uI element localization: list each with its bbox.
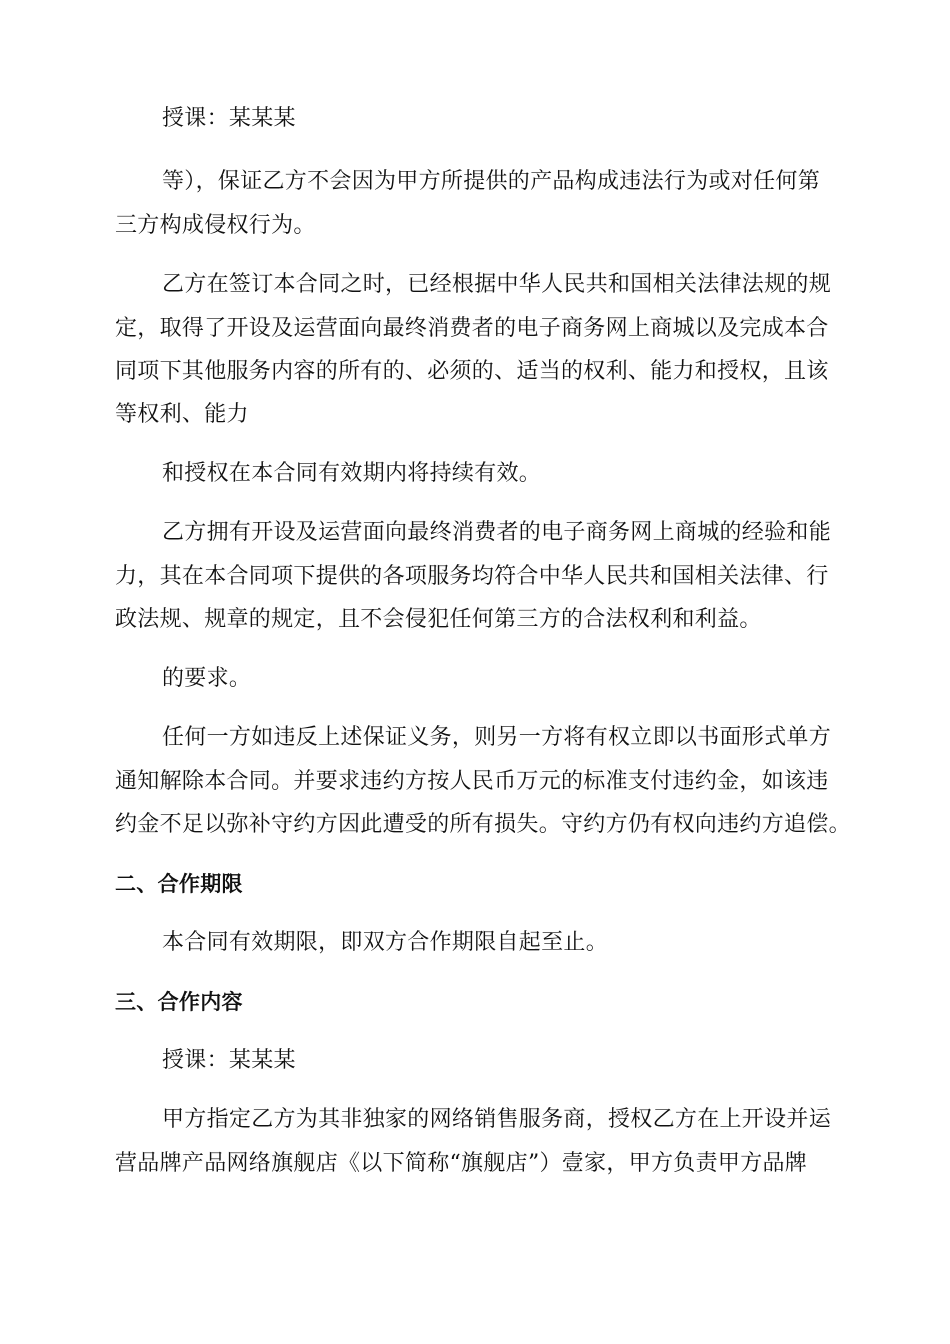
- section-heading: 三、合作内容: [115, 990, 243, 1014]
- paragraph-line: 本合同有效期限，即双方合作期限自起至止。: [162, 930, 609, 955]
- paragraph-line: 乙方拥有开设及运营面向最终消费者的电子商务网上商城的经验和能: [162, 520, 832, 545]
- paragraph-line: 通知解除本合同。并要求违约方按人民币万元的标准支付违约金，如该违: [115, 769, 829, 794]
- paragraph-line: 同项下其他服务内容的所有的、必须的、适当的权利、能力和授权，且该: [115, 359, 829, 384]
- paragraph-line: 的要求。: [162, 666, 252, 691]
- paragraph-line: 力，其在本合同项下提供的各项服务均符合中华人民共和国相关法律、行: [115, 564, 829, 589]
- paragraph-line: 约金不足以弥补守约方因此遭受的所有损失。守约方仍有权向违约方追偿。: [115, 812, 851, 837]
- paragraph-line: 甲方指定乙方为其非独家的网络销售服务商，授权乙方在上开设并运: [162, 1107, 832, 1132]
- paragraph-line: 营品牌产品网络旗舰店《以下简称“旗舰店”）壹家，甲方负责甲方品牌: [115, 1151, 808, 1176]
- paragraph-line: 等），保证乙方不会因为甲方所提供的产品构成违法行为或对任何第: [162, 169, 821, 194]
- paragraph-line: 任何一方如违反上述保证义务，则另一方将有权立即以书面形式单方: [162, 725, 832, 750]
- section-heading: 二、合作期限: [115, 872, 243, 896]
- paragraph-line: 等权利、能力: [115, 402, 249, 427]
- instructor-line: 授课：某某某: [162, 106, 296, 131]
- paragraph-line: 乙方在签订本合同之时，已经根据中华人民共和国相关法律法规的规: [162, 272, 832, 297]
- paragraph-line: 定，取得了开设及运营面向最终消费者的电子商务网上商城以及完成本合: [115, 316, 829, 341]
- paragraph-line: 三方构成侵权行为。: [115, 213, 316, 238]
- paragraph-line: 和授权在本合同有效期内将持续有效。: [162, 461, 542, 486]
- instructor-line: 授课：某某某: [162, 1048, 296, 1073]
- paragraph-line: 政法规、规章的规定，且不会侵犯任何第三方的合法权利和利益。: [115, 607, 762, 632]
